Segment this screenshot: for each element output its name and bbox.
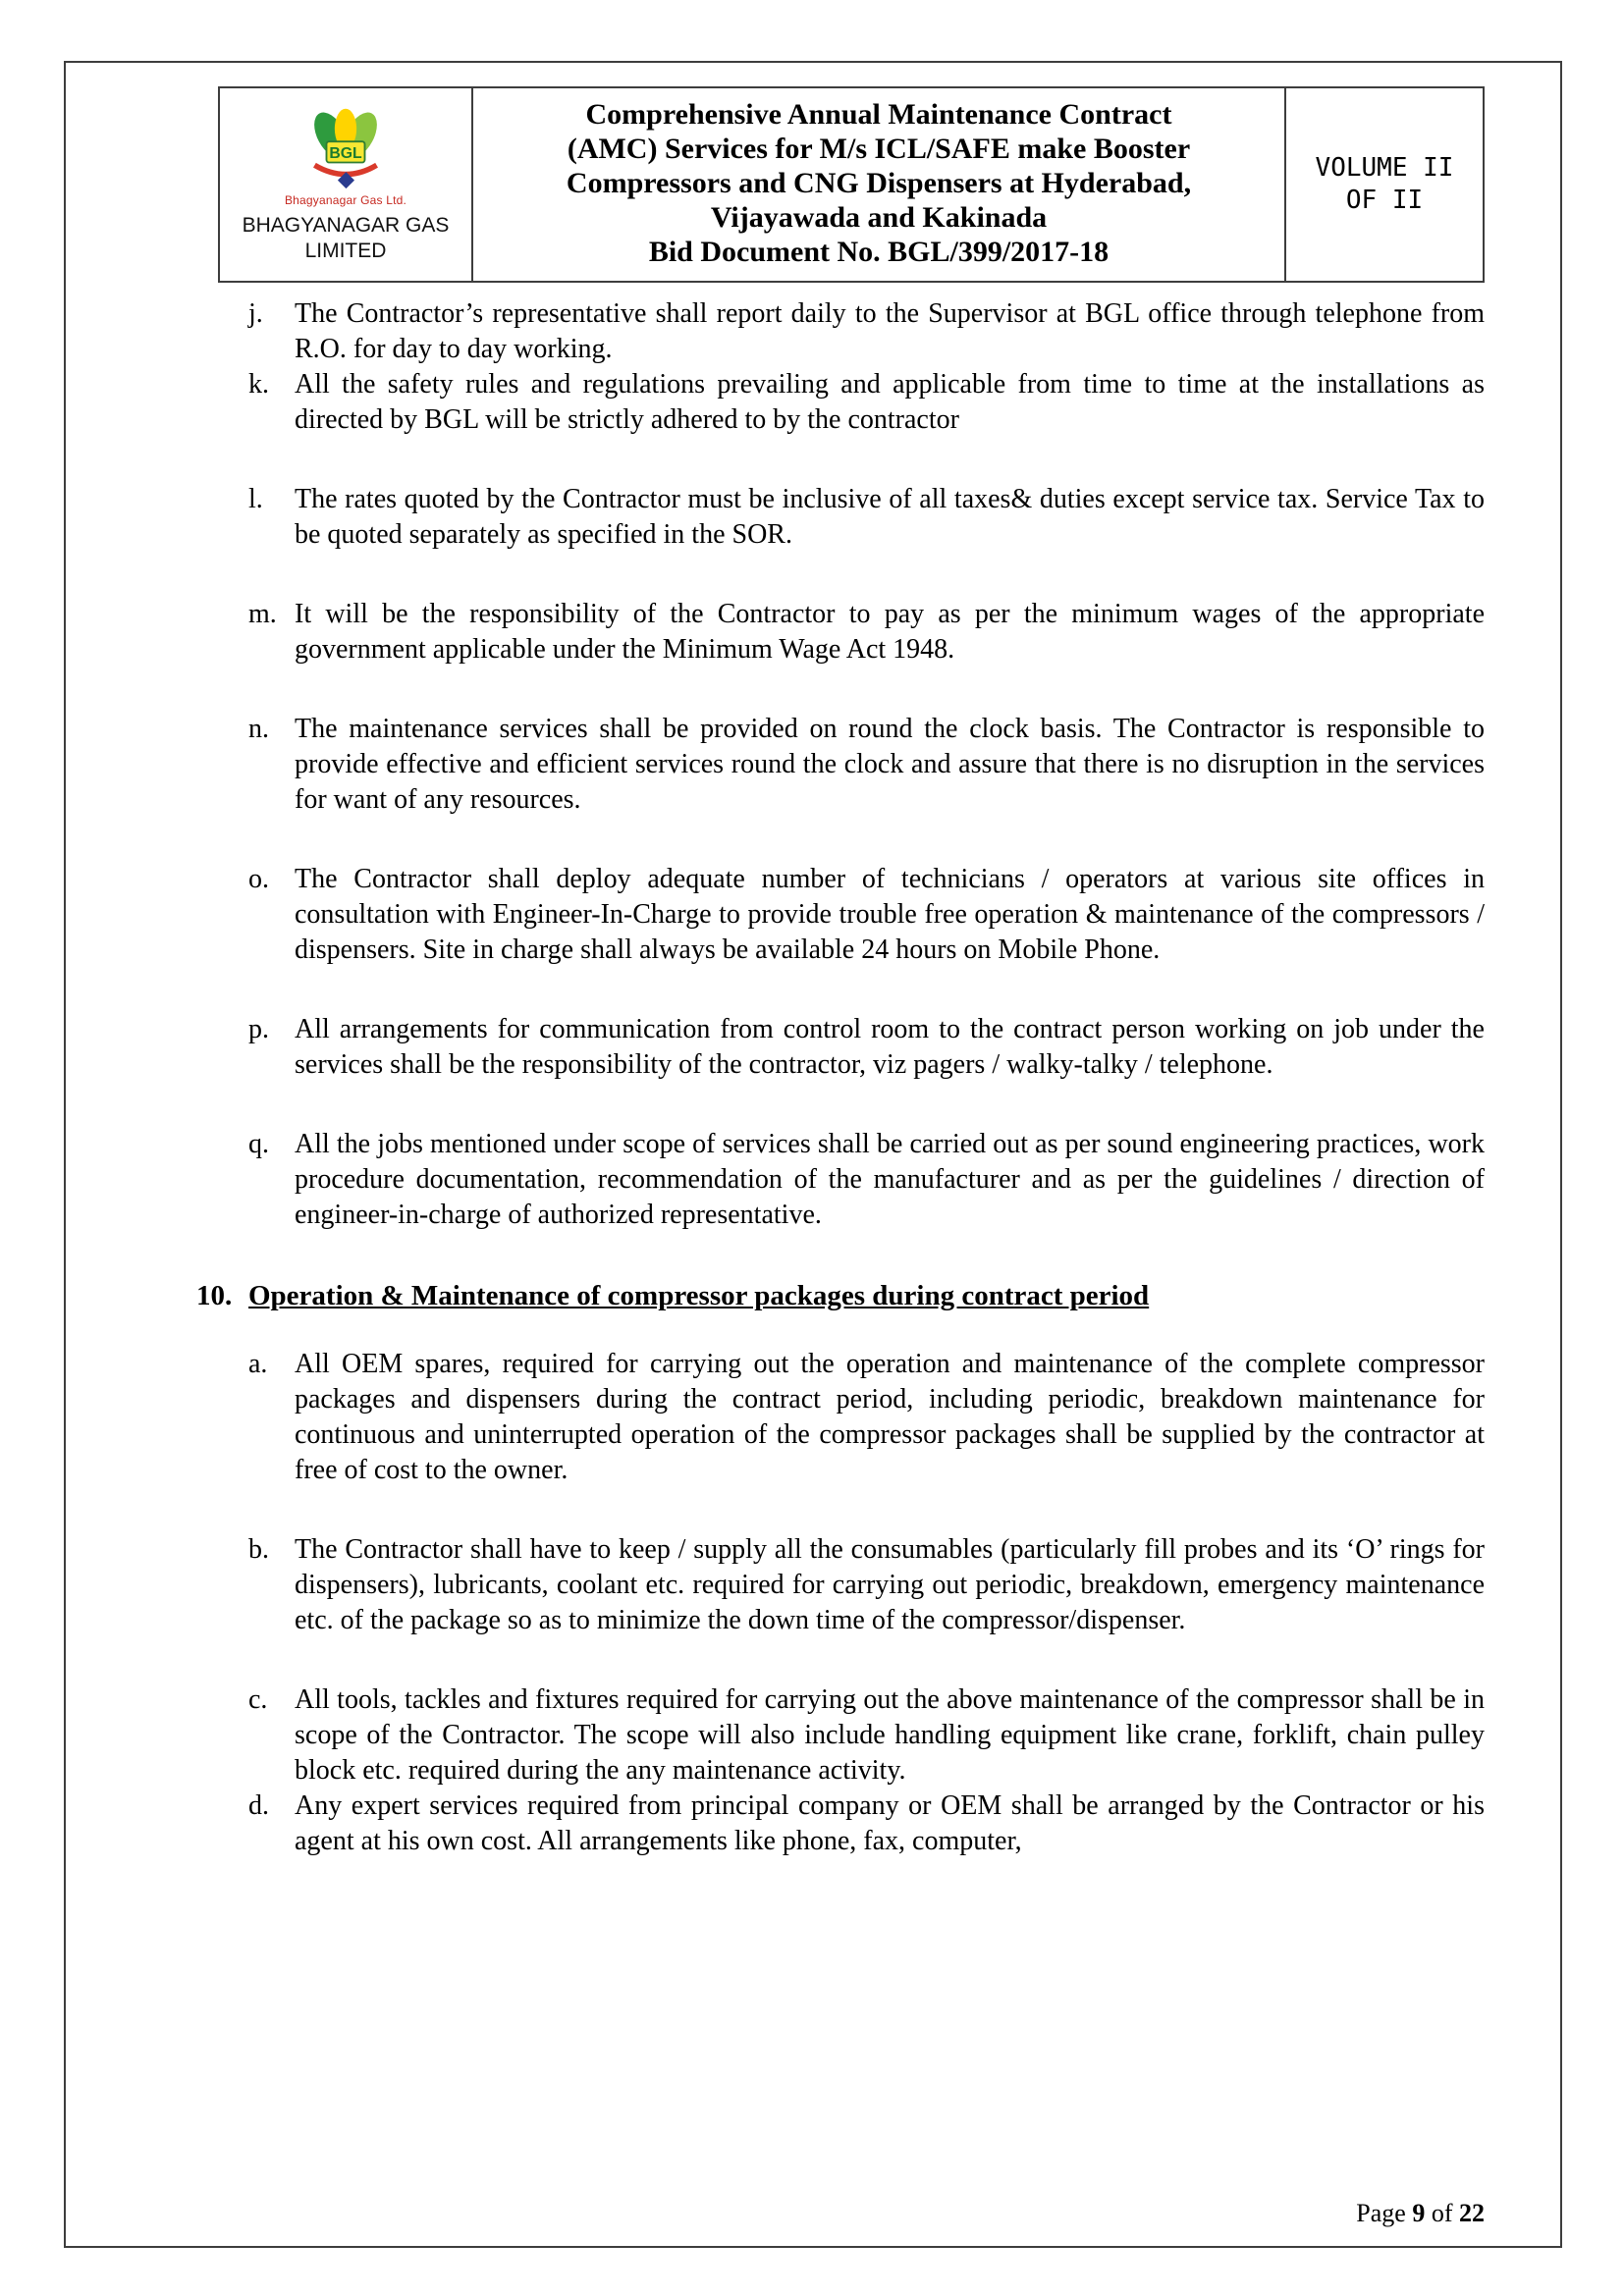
title-line-3: Compressors and CNG Dispensers at Hyderabad, [566,167,1192,199]
list-text: The Contractor shall have to keep / supply all the consumables (particularly fill probes and its ‘O’ rings for dispensers), lubricants, coolant etc. required for carrying out periodic, breakdown, emergency maintenance etc. of the package so as to minimize the down time of the compressor/dispenser. [295,1534,1485,1635]
logo-abbr-text: BGL [329,144,362,162]
list-text: The Contractor’s representative shall report daily to the Supervisor at BGL office through telephone from R.O. for day to day working. [295,298,1485,364]
list-text: All arrangements for communication from control room to the contract person working on job under the services shall be the responsibility of the contractor, viz pagers / walky-talky / telephone. [295,1014,1485,1080]
list-text: All the safety rules and regulations prevailing and applicable from time to time at the installations as directed by BGL will be strictly adhered to by the contractor [295,369,1485,435]
logo-cell [220,88,473,281]
list-text: The rates quoted by the Contractor must be inclusive of all taxes& duties except service tax. Service Tax to be quoted separately as specified in the SOR. [295,484,1485,550]
list-marker: l. [248,484,263,514]
bid-document-number: Bid Document No. BGL/399/2017-18 [648,236,1110,268]
page-footer [196,2199,1485,2228]
footer-page-prefix: Page [1356,2199,1413,2227]
org-name [243,213,450,264]
list-text: It will be the responsibility of the Contractor to pay as per the minimum wages of the appropriate government applicable under the Minimum Wage Act 1948. [295,599,1485,665]
logo-tagline: Bhagyanagar Gas Ltd. [284,193,407,207]
list-text: Any expert services required from principal company or OEM shall be arranged by the Contractor or his agent at his own cost. All arrangements like phone, fax, computer, [295,1790,1485,1856]
list-marker: o. [248,864,269,894]
list-text: All the jobs mentioned under scope of services shall be carried out as per sound engineering practices, work procedure documentation, recommendation of the manufacturer and as per the guidelines / direction of engineer-in-charge of authorized representative. [295,1129,1485,1230]
sub-item-b [248,1532,1485,1638]
document-body [196,296,1485,1859]
title-line-1: Comprehensive Annual Maintenance Contract [585,98,1172,131]
list-marker: n. [248,714,269,744]
title-line-4: Vijayawada and Kakinada [710,201,1048,234]
list-item-m [248,597,1485,667]
list-marker: k. [248,369,269,400]
list-text: The maintenance services shall be provided on round the clock basis. The Contractor is responsible to provide effective and efficient services round the clock and assure that there is no disruption in the services for want of any resources. [295,714,1485,815]
list-marker: b. [248,1534,269,1565]
sub-item-d [248,1789,1485,1859]
sub-item-c [248,1682,1485,1789]
org-name-line1: BHAGYANAGAR GAS [242,214,450,237]
list-marker: j. [248,298,263,329]
list-item-j [248,296,1485,367]
sub-item-a [248,1347,1485,1488]
list-marker: q. [248,1129,269,1159]
title-line-2: (AMC) Services for M/s ICL/SAFE make Booster [567,133,1191,165]
section-number: 10. [196,1280,233,1311]
document-title [473,88,1286,281]
list-item-p [248,1012,1485,1083]
volume-label [1286,88,1483,281]
list-marker: m. [248,599,277,629]
list-marker: p. [248,1014,269,1044]
section-title: Operation & Maintenance of compressor packages during contract period [248,1280,1150,1311]
bgl-logo-icon [295,105,397,207]
list-marker: c. [248,1684,268,1715]
volume-line-2: OF II [1345,186,1424,215]
list-item-l [248,482,1485,553]
list-text: All tools, tackles and fixtures required for carrying out the above maintenance of the compressor shall be in scope of the Contractor. The scope will also include handling equipment like crane, forklift, chain pulley block etc. required during the any maintenance activity. [295,1684,1485,1786]
list-text: All OEM spares, required for carrying out the operation and maintenance of the complete compressor packages and dispensers during the contract period, including periodic, breakdown maintenance for continuous and uninterrupted operation of the compressor packages shall be supplied by the contractor at free of cost to the owner. [295,1349,1485,1485]
list-marker: d. [248,1790,269,1821]
list-text: The Contractor shall deploy adequate number of technicians / operators at various site offices in consultation with Engineer-In-Charge to provide trouble free operation & maintenance of the compressors / dispensers. Site in charge shall always be available 24 hours on Mobile Phone. [295,864,1485,965]
document-header-table [218,86,1485,283]
volume-line-1: VOLUME II [1315,153,1454,183]
footer-of: of [1425,2199,1459,2227]
list-item-q [248,1127,1485,1233]
list-item-o [248,862,1485,968]
list-item-n [248,712,1485,818]
footer-page-total: 22 [1459,2199,1485,2227]
section-heading [196,1278,1485,1313]
footer-page-number: 9 [1412,2199,1426,2227]
list-item-k [248,367,1485,438]
list-marker: a. [248,1349,268,1379]
org-name-line2: LIMITED [304,240,387,262]
